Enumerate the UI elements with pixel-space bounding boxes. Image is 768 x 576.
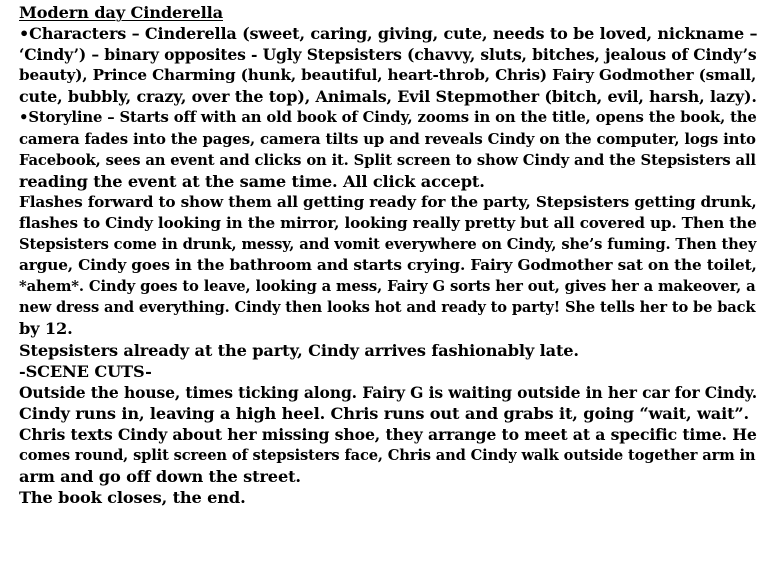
text-line: beauty), Prince Charming (hunk, beautiful, heart-throb, Chris) Fairy Godmother (small,	[19, 66, 757, 85]
text-line: Stepsisters already at the party, Cindy arrives fashionably late.	[19, 340, 579, 360]
text-line: cute, bubbly, crazy, over the top), Animals, Evil Stepmother (bitch, evil, harsh, lazy).	[19, 87, 757, 107]
text-line: Facebook, sees an event and clicks on it. Split screen to show Cindy and the Stepsisters all	[19, 151, 756, 169]
closing-line: The book closes, the end.	[19, 488, 246, 508]
document-page	[19, 2, 761, 508]
text-line: Flashes forward to show them all getting ready for the party, Stepsisters getting drunk,	[19, 192, 757, 211]
text-line: arm and go off down the street.	[19, 467, 301, 487]
text-line: argue, Cindy goes in the bathroom and starts crying. Fairy Godmother sat on the toilet,	[19, 256, 757, 275]
text-line: reading the event at the same time. All click accept.	[19, 171, 485, 191]
text-line: comes round, split screen of stepsisters face, Chris and Cindy walk outside together arm in	[19, 446, 756, 464]
text-line: *ahem*. Cindy goes to leave, looking a mess, Fairy G sorts her out, gives her a makeover, a	[19, 278, 756, 296]
text-line: Stepsisters come in drunk, messy, and vomit everywhere on Cindy, she’s fuming. Then they	[19, 236, 757, 254]
text-line: Outside the house, times ticking along. Fairy G is waiting outside in her car for Cindy.	[19, 382, 758, 402]
text-line: Chris texts Cindy about her missing shoe, they arrange to meet at a specific time. He	[19, 424, 757, 444]
text-line-storyline: •Storyline – Starts off with an old book of Cindy, zooms in on the title, opens the book, the	[19, 109, 757, 127]
text-line: flashes to Cindy looking in the mirror, looking really pretty but all covered up. Then the	[19, 213, 757, 232]
text-line: camera fades into the pages, camera tilts up and reveals Cindy on the computer, logs into	[19, 129, 756, 148]
text-line-characters: •Characters – Cinderella (sweet, caring, giving, cute, needs to be loved, nickname –	[19, 24, 758, 44]
text-line: ‘Cindy’) – binary opposites - Ugly Stepsisters (chavvy, sluts, bitches, jealous of Cindy’s	[19, 45, 757, 65]
text-line: by 12.	[19, 319, 73, 339]
text-line: new dress and everything. Cindy then looks hot and ready to party! She tells her to be back	[19, 299, 756, 317]
document-title: Modern day Cinderella	[19, 3, 223, 22]
text-line: Cindy runs in, leaving a high heel. Chris runs out and grabs it, going “wait, wait”.	[19, 403, 750, 423]
scene-cuts-line: -SCENE CUTS-	[19, 361, 152, 381]
